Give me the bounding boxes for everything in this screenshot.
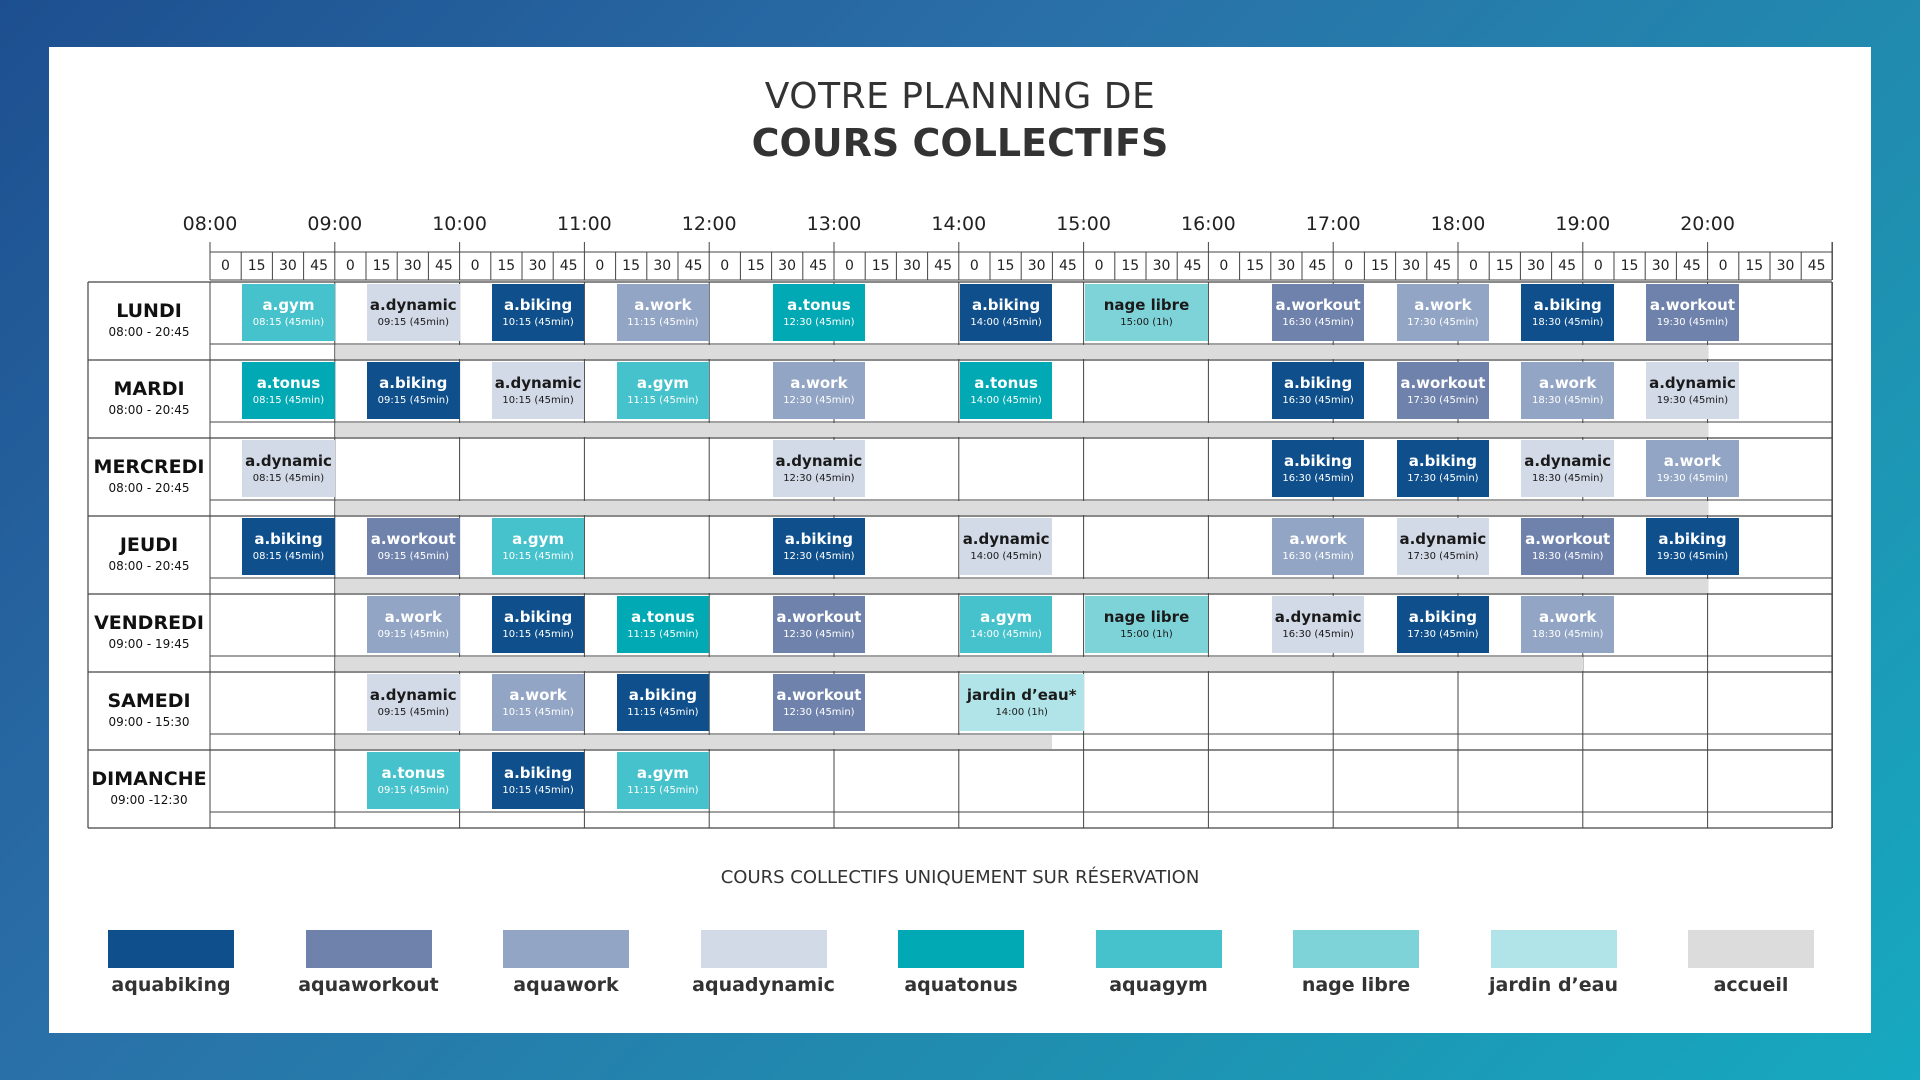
class-name: a.biking — [628, 685, 697, 704]
class-name: a.tonus — [974, 373, 1038, 392]
class-time: 14:00 (45min) — [970, 550, 1042, 562]
class-time: 14:00 (45min) — [970, 394, 1042, 406]
minute-label: 15 — [1370, 258, 1389, 274]
minute-label: 0 — [1593, 258, 1603, 274]
class-block[interactable] — [1397, 284, 1490, 341]
class-time: 14:00 (1h) — [995, 706, 1048, 718]
class-block[interactable] — [773, 596, 866, 653]
class-name: a.dynamic — [1399, 529, 1487, 548]
class-time: 10:15 (45min) — [502, 628, 574, 640]
class-name: a.gym — [980, 607, 1033, 626]
class-time: 15:00 (1h) — [1120, 628, 1173, 640]
class-time: 09:15 (45min) — [377, 706, 449, 718]
class-name: a.dynamic — [775, 451, 863, 470]
minute-label: 30 — [1402, 258, 1420, 274]
class-block[interactable] — [242, 518, 335, 575]
minute-label: 45 — [1308, 258, 1327, 274]
hour-label: 14:00 — [931, 213, 987, 235]
class-time: 19:30 (45min) — [1656, 472, 1729, 484]
minute-label: 15 — [871, 258, 890, 274]
class-block[interactable] — [367, 362, 460, 419]
class-time: 17:30 (45min) — [1407, 628, 1479, 640]
minute-label: 45 — [934, 258, 952, 274]
class-name: a.workout — [1525, 529, 1611, 548]
legend-label: aquawork — [513, 974, 619, 996]
class-time: 10:15 (45min) — [502, 706, 574, 718]
reservation-note: COURS COLLECTIFS UNIQUEMENT SUR RÉSERVATION — [720, 867, 1200, 888]
class-block[interactable] — [1646, 518, 1739, 575]
class-name: a.workout — [370, 529, 456, 548]
minute-label: 0 — [221, 258, 230, 274]
day-hours: 09:00 - 19:45 — [108, 637, 190, 651]
class-block[interactable] — [1646, 440, 1739, 497]
minute-label: 15 — [372, 258, 391, 274]
class-block[interactable] — [492, 674, 585, 731]
day-hours: 09:00 -12:30 — [110, 793, 188, 807]
class-block[interactable] — [1397, 596, 1490, 653]
class-block[interactable] — [960, 362, 1053, 419]
class-block[interactable] — [617, 362, 710, 419]
minute-label: 15 — [1495, 258, 1514, 274]
class-name: a.dynamic — [1649, 373, 1736, 392]
hour-label: 12:00 — [681, 213, 737, 235]
hour-label: 13:00 — [806, 213, 862, 235]
class-name: a.dynamic — [962, 529, 1050, 548]
class-block[interactable] — [492, 596, 585, 653]
class-name: a.work — [1539, 607, 1597, 626]
legend-swatch-aquawork — [503, 930, 629, 968]
class-time: 09:15 (45min) — [377, 628, 449, 640]
legend-swatch-aquaworkout — [306, 930, 432, 968]
class-time: 16:30 (45min) — [1282, 472, 1354, 484]
minute-label: 0 — [1094, 258, 1104, 274]
class-block[interactable] — [1085, 596, 1209, 653]
class-time: 18:30 (45min) — [1531, 550, 1604, 562]
class-name: a.gym — [636, 373, 689, 392]
class-time: 16:30 (45min) — [1282, 628, 1354, 640]
legend-label: nage libre — [1301, 974, 1411, 996]
minute-label: 0 — [1219, 258, 1229, 274]
class-name: a.biking — [1533, 295, 1602, 314]
class-block[interactable] — [960, 518, 1053, 575]
class-name: a.tonus — [381, 763, 446, 782]
minute-label: 15 — [996, 258, 1015, 274]
class-block[interactable] — [1272, 596, 1365, 653]
day-hours: 08:00 - 20:45 — [108, 559, 190, 573]
class-block[interactable] — [1272, 440, 1365, 497]
class-name: a.workout — [1275, 295, 1361, 314]
class-time: 10:15 (45min) — [502, 784, 574, 796]
minute-label: 45 — [684, 258, 703, 274]
minute-label: 0 — [845, 258, 854, 274]
class-block[interactable] — [773, 440, 866, 497]
class-time: 11:15 (45min) — [627, 706, 699, 718]
day-mercredi — [88, 456, 210, 495]
class-block[interactable] — [617, 674, 710, 731]
class-block[interactable] — [960, 674, 1084, 731]
class-name: nage libre — [1103, 295, 1190, 314]
day-dimanche — [88, 768, 210, 807]
class-name: a.biking — [1283, 451, 1353, 470]
class-block[interactable] — [242, 284, 335, 341]
legend-swatch-nage-libre — [1293, 930, 1419, 968]
hour-label: 18:00 — [1430, 213, 1486, 235]
hour-label: 11:00 — [557, 213, 612, 235]
minute-label: 0 — [1344, 258, 1354, 274]
class-block[interactable] — [773, 518, 866, 575]
class-name: a.tonus — [631, 607, 695, 626]
day-name: MERCREDI — [93, 456, 205, 478]
minute-label: 45 — [1433, 258, 1452, 274]
class-block[interactable] — [367, 518, 460, 575]
class-block[interactable] — [492, 284, 585, 341]
class-name: a.biking — [503, 607, 573, 626]
class-block[interactable] — [1521, 518, 1614, 575]
hour-label: 17:00 — [1305, 213, 1361, 235]
accueil-bar — [336, 579, 1708, 593]
legend-label: aquagym — [1109, 974, 1208, 996]
class-block[interactable] — [1521, 362, 1614, 419]
class-time: 12:30 (45min) — [783, 472, 855, 484]
minute-label: 0 — [1469, 258, 1478, 274]
accueil-bar — [336, 423, 1708, 437]
minute-label: 15 — [1745, 258, 1764, 274]
class-name: a.biking — [254, 529, 323, 548]
class-name: a.gym — [512, 529, 565, 548]
class-name: a.dynamic — [369, 295, 457, 314]
day-hours: 08:00 - 20:45 — [108, 325, 190, 339]
minute-label: 45 — [310, 258, 328, 274]
legend-label: aquatonus — [904, 974, 1018, 996]
minute-label: 30 — [1776, 258, 1795, 274]
class-time: 12:30 (45min) — [783, 550, 855, 562]
minute-label: 0 — [470, 258, 480, 274]
class-name: a.biking — [1658, 529, 1727, 548]
day-vendredi — [88, 612, 210, 651]
class-name: a.work — [509, 685, 567, 704]
class-block[interactable] — [773, 674, 866, 731]
class-time: 08:15 (45min) — [252, 550, 325, 562]
minute-label: 15 — [622, 258, 640, 274]
class-block[interactable] — [1521, 596, 1614, 653]
day-name: SAMEDI — [107, 690, 191, 712]
class-time: 16:30 (45min) — [1282, 394, 1354, 406]
class-block[interactable] — [617, 284, 710, 341]
class-name: a.biking — [1408, 607, 1477, 626]
minute-label: 30 — [902, 258, 921, 274]
minute-label: 45 — [1682, 258, 1701, 274]
minute-label: 30 — [1152, 258, 1171, 274]
class-block[interactable] — [492, 362, 585, 419]
class-name: a.biking — [971, 295, 1041, 314]
class-block[interactable] — [1272, 362, 1365, 419]
minute-label: 30 — [1651, 258, 1670, 274]
class-block[interactable] — [960, 596, 1053, 653]
class-block[interactable] — [1397, 440, 1490, 497]
minute-label: 45 — [1058, 258, 1077, 274]
legend-swatch-aquadynamic — [701, 930, 827, 968]
class-block[interactable] — [367, 284, 460, 341]
day-mardi — [88, 378, 210, 417]
day-name: MARDI — [113, 378, 185, 400]
page-title-line2: COURS COLLECTIFS — [751, 121, 1169, 165]
day-hours: 08:00 - 20:45 — [108, 403, 190, 417]
minute-label: 30 — [1027, 258, 1046, 274]
day-jeudi — [88, 534, 210, 573]
minute-label: 30 — [1526, 258, 1545, 274]
minute-label: 30 — [528, 258, 547, 274]
class-name: a.gym — [262, 295, 315, 314]
class-name: a.work — [1414, 295, 1472, 314]
class-block[interactable] — [960, 284, 1053, 341]
class-name: a.dynamic — [245, 451, 332, 470]
minute-label: 45 — [434, 258, 453, 274]
legend-label: jardin d’eau — [1488, 974, 1618, 996]
class-time: 18:30 (45min) — [1531, 628, 1604, 640]
class-name: a.work — [634, 295, 692, 314]
day-hours: 08:00 - 20:45 — [108, 481, 190, 495]
class-name: a.biking — [1408, 451, 1477, 470]
minute-label: 45 — [1183, 258, 1202, 274]
minute-label: 15 — [247, 258, 266, 274]
hour-label: 19:00 — [1555, 213, 1611, 235]
class-time: 14:00 (45min) — [970, 628, 1042, 640]
class-time: 11:15 (45min) — [627, 628, 699, 640]
class-time: 10:15 (45min) — [502, 394, 574, 406]
class-name: a.work — [790, 373, 848, 392]
minute-label: 0 — [969, 258, 979, 274]
accueil-bar — [336, 345, 1708, 359]
hour-label: 20:00 — [1680, 213, 1735, 235]
class-time: 17:30 (45min) — [1407, 394, 1479, 406]
class-time: 15:00 (1h) — [1120, 316, 1173, 328]
legend-swatch-aquagym — [1096, 930, 1222, 968]
legend-swatch-accueil — [1688, 930, 1814, 968]
minute-label: 15 — [746, 258, 765, 274]
accueil-bar — [336, 735, 1053, 749]
class-block[interactable] — [1085, 284, 1209, 341]
class-time: 19:30 (45min) — [1656, 394, 1729, 406]
minute-label: 30 — [278, 258, 297, 274]
minute-label: 45 — [559, 258, 578, 274]
class-time: 09:15 (45min) — [377, 784, 449, 796]
class-time: 10:15 (45min) — [502, 550, 574, 562]
day-samedi — [88, 690, 210, 729]
class-time: 18:30 (45min) — [1531, 394, 1604, 406]
class-time: 10:15 (45min) — [502, 316, 574, 328]
legend-swatch-aquabiking — [108, 930, 234, 968]
class-time: 09:15 (45min) — [377, 316, 449, 328]
class-time: 12:30 (45min) — [783, 628, 855, 640]
class-name: a.dynamic — [369, 685, 457, 704]
class-name: a.dynamic — [494, 373, 582, 392]
class-time: 11:15 (45min) — [627, 316, 699, 328]
legend-label: aquaworkout — [298, 974, 439, 996]
class-block[interactable] — [617, 596, 710, 653]
hour-label: 08:00 — [182, 213, 238, 235]
class-block[interactable] — [367, 674, 460, 731]
class-block[interactable] — [242, 362, 335, 419]
class-time: 14:00 (45min) — [970, 316, 1042, 328]
class-time: 16:30 (45min) — [1282, 550, 1354, 562]
minute-label: 15 — [1620, 258, 1639, 274]
minute-label: 0 — [720, 258, 730, 274]
class-name: a.dynamic — [1274, 607, 1362, 626]
minute-label: 15 — [497, 258, 516, 274]
day-name: JEUDI — [119, 534, 179, 556]
hour-label: 09:00 — [307, 213, 363, 235]
class-time: 11:15 (45min) — [627, 784, 699, 796]
accueil-bar — [336, 657, 1583, 671]
class-time: 08:15 (45min) — [252, 472, 325, 484]
minute-label: 45 — [1558, 258, 1576, 274]
class-name: a.biking — [503, 763, 573, 782]
minute-label: 30 — [403, 258, 422, 274]
class-name: a.workout — [1649, 295, 1736, 314]
class-block[interactable] — [773, 284, 866, 341]
hour-label: 16:00 — [1181, 213, 1236, 235]
class-name: a.dynamic — [1524, 451, 1612, 470]
class-name: a.tonus — [256, 373, 321, 392]
class-time: 09:15 (45min) — [377, 550, 449, 562]
minute-label: 30 — [1277, 258, 1296, 274]
class-name: a.biking — [784, 529, 853, 548]
minute-label: 15 — [1246, 258, 1264, 274]
class-block[interactable] — [617, 752, 710, 809]
class-name: a.work — [384, 607, 442, 626]
class-time: 17:30 (45min) — [1407, 472, 1479, 484]
class-name: a.biking — [1283, 373, 1353, 392]
legend-label: aquadynamic — [692, 974, 835, 996]
page-title-line1: VOTRE PLANNING DE — [764, 76, 1156, 117]
minute-label: 30 — [653, 258, 672, 274]
class-time: 19:30 (45min) — [1656, 550, 1729, 562]
minute-label: 0 — [595, 258, 605, 274]
class-name: nage libre — [1103, 607, 1190, 626]
class-block[interactable] — [773, 362, 866, 419]
class-block[interactable] — [492, 518, 585, 575]
minute-label: 30 — [778, 258, 796, 274]
class-time: 17:30 (45min) — [1407, 550, 1479, 562]
class-block[interactable] — [1521, 440, 1614, 497]
class-time: 11:15 (45min) — [627, 394, 699, 406]
legend-label: accueil — [1713, 974, 1789, 996]
class-time: 18:30 (45min) — [1531, 472, 1604, 484]
class-name: a.gym — [636, 763, 689, 782]
minute-label: 45 — [1807, 258, 1826, 274]
class-time: 16:30 (45min) — [1282, 316, 1354, 328]
minute-label: 15 — [1121, 258, 1140, 274]
day-hours: 09:00 - 15:30 — [108, 715, 190, 729]
class-block[interactable] — [1397, 362, 1490, 419]
class-name: a.workout — [1400, 373, 1486, 392]
minute-label: 0 — [1718, 258, 1728, 274]
class-time: 08:15 (45min) — [252, 394, 325, 406]
class-name: a.workout — [776, 607, 862, 626]
accueil-bar — [336, 501, 1708, 515]
day-lundi — [88, 300, 210, 339]
day-name: VENDREDI — [94, 612, 204, 634]
legend-swatch-aquatonus — [898, 930, 1024, 968]
class-time: 12:30 (45min) — [783, 394, 855, 406]
legend-label: aquabiking — [111, 974, 231, 996]
class-name: a.tonus — [787, 295, 851, 314]
class-name: a.workout — [776, 685, 862, 704]
legend-swatch-jardin-deau — [1491, 930, 1617, 968]
class-name: a.biking — [503, 295, 573, 314]
class-block[interactable] — [1646, 284, 1739, 341]
class-time: 12:30 (45min) — [783, 706, 855, 718]
class-time: 17:30 (45min) — [1407, 316, 1479, 328]
class-block[interactable] — [492, 752, 585, 809]
class-block[interactable] — [1272, 284, 1365, 341]
class-time: 12:30 (45min) — [783, 316, 855, 328]
class-name: a.work — [1289, 529, 1347, 548]
hour-label: 10:00 — [432, 213, 487, 235]
day-name: DIMANCHE — [91, 768, 207, 790]
class-time: 19:30 (45min) — [1656, 316, 1729, 328]
class-name: a.biking — [379, 373, 448, 392]
hour-label: 15:00 — [1056, 213, 1111, 235]
day-name: LUNDI — [116, 300, 182, 322]
class-time: 09:15 (45min) — [377, 394, 449, 406]
class-block[interactable] — [1646, 362, 1739, 419]
class-block[interactable] — [1272, 518, 1365, 575]
minute-label: 45 — [809, 258, 828, 274]
class-time: 18:30 (45min) — [1531, 316, 1604, 328]
class-name: a.work — [1663, 451, 1722, 470]
minute-label: 0 — [345, 258, 355, 274]
class-name: jardin d’eau* — [966, 685, 1077, 704]
class-name: a.work — [1539, 373, 1597, 392]
class-block[interactable] — [367, 596, 460, 653]
class-block[interactable] — [242, 440, 335, 497]
class-block[interactable] — [1521, 284, 1614, 341]
class-block[interactable] — [367, 752, 460, 809]
class-time: 08:15 (45min) — [252, 316, 325, 328]
class-block[interactable] — [1397, 518, 1490, 575]
